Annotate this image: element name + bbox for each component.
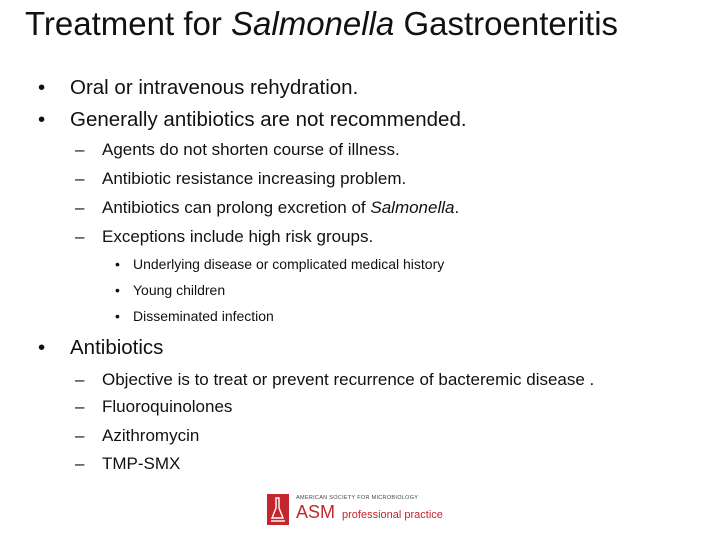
- sub-bullet-text: Fluoroquinolones: [102, 397, 233, 416]
- sub-sub-bullet-text: Underlying disease or complicated medical history: [133, 256, 445, 272]
- dash-marker: –: [75, 140, 85, 159]
- sub-sub-bullet-item: [115, 255, 445, 273]
- sub-bullet-text: Exceptions include high risk groups.: [102, 227, 374, 246]
- bullet-marker: •: [115, 308, 120, 324]
- bullet-item: [38, 335, 164, 361]
- bullet-marker: •: [38, 108, 46, 131]
- dash-marker: –: [75, 227, 85, 246]
- dash-marker: –: [75, 426, 85, 445]
- sub-bullet-text: Antibiotics can prolong excretion of: [102, 198, 371, 217]
- dash-marker: –: [75, 198, 85, 217]
- sub-bullet-end: .: [454, 198, 460, 217]
- bullet-marker: •: [38, 336, 46, 359]
- slide-title: [25, 4, 618, 44]
- bullet-marker: •: [38, 76, 46, 99]
- sub-bullet-text: Antibiotic resistance increasing problem.: [102, 169, 407, 188]
- dash-marker: –: [75, 169, 85, 188]
- sub-bullet-item: [75, 139, 400, 161]
- bullet-item: [38, 75, 359, 101]
- sub-sub-bullet-item: [115, 281, 226, 299]
- dash-marker: –: [75, 370, 85, 389]
- sub-bullet-text: Objective is to treat or prevent recurrence of bacteremic disease .: [102, 370, 595, 389]
- dash-marker: –: [75, 397, 85, 416]
- sub-bullet-text: Azithromycin: [102, 426, 200, 445]
- bullet-text: Antibiotics: [70, 336, 164, 359]
- sub-bullet-item: [75, 197, 460, 219]
- sub-bullet-item: [75, 226, 374, 248]
- title-prefix: Treatment for: [25, 5, 232, 42]
- sub-sub-bullet-text: Disseminated infection: [133, 308, 274, 324]
- sub-bullet-item: [75, 168, 407, 190]
- sub-bullet-item: [75, 396, 233, 418]
- sub-bullet-item: [75, 425, 200, 447]
- sub-sub-bullet-text: Young children: [133, 282, 226, 298]
- sub-bullet-text: TMP-SMX: [102, 454, 181, 473]
- bullet-marker: •: [115, 282, 120, 298]
- asm-logo: [267, 494, 457, 526]
- org-name: AMERICAN SOCIETY FOR MICROBIOLOGY: [296, 495, 419, 501]
- sub-bullet-item: [75, 369, 595, 391]
- bullet-item: [38, 107, 467, 133]
- logo-sub-text: professional practice: [342, 509, 443, 521]
- sub-bullet-item: [75, 453, 181, 475]
- sub-bullet-text: Agents do not shorten course of illness.: [102, 140, 400, 159]
- title-italic: Salmonella: [231, 5, 395, 42]
- bullet-text: Generally antibiotics are not recommended.: [70, 108, 467, 131]
- bullet-marker: •: [115, 256, 120, 272]
- title-suffix: Gastroenteritis: [394, 5, 619, 42]
- bullet-text: Oral or intravenous rehydration.: [70, 76, 359, 99]
- sub-sub-bullet-item: [115, 307, 274, 325]
- dash-marker: –: [75, 454, 85, 473]
- microscope-icon: [267, 494, 289, 525]
- sub-bullet-italic: Salmonella: [370, 198, 455, 217]
- logo-main-text: ASM: [296, 502, 336, 522]
